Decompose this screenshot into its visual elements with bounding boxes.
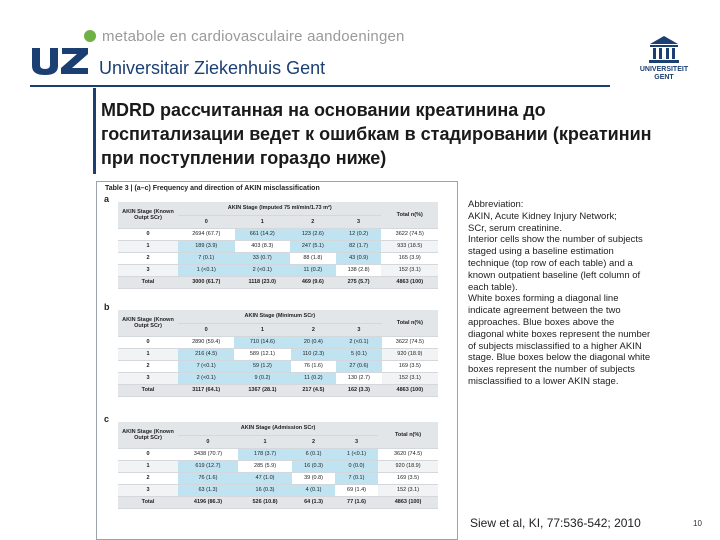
header-subtitle: metabole en cardiovasculaire aandoeningen — [102, 27, 405, 45]
misclassified-cell: 27 (0.6) — [336, 360, 382, 372]
agreement-cell: 403 (8.3) — [235, 240, 290, 252]
misclassified-cell: 2 (<0.1) — [178, 372, 234, 384]
misclassified-cell: 178 (3.7) — [238, 448, 292, 460]
table-row — [118, 372, 438, 384]
stage-row-header: 3 — [118, 484, 178, 496]
stage-col-header: 1 — [234, 323, 290, 336]
row-total-cell: 152 (3.1) — [381, 264, 438, 276]
misclassified-cell: 123 (2.6) — [290, 228, 336, 240]
grand-total-cell: 4863 (100) — [381, 276, 438, 288]
total-label: Total — [118, 384, 178, 396]
misclassified-cell: 2 (<0.1) — [336, 336, 382, 348]
row-total-cell: 152 (3.1) — [382, 372, 438, 384]
note-line: White boxes forming a diagonal line — [468, 293, 619, 305]
total-label: Total — [118, 276, 178, 288]
row-total-cell: 3620 (74.5) — [378, 448, 438, 460]
total-header: Total n(%) — [378, 422, 438, 448]
misclassified-cell: 11 (0.2) — [291, 372, 337, 384]
stage-row-header: 1 — [118, 240, 178, 252]
column-total-cell: 1367 (28.1) — [234, 384, 290, 396]
column-total-cell: 1118 (23.0) — [235, 276, 290, 288]
row-total-cell: 920 (18.9) — [378, 460, 438, 472]
misclassified-cell: 20 (0.4) — [291, 336, 337, 348]
agreement-cell: 138 (2.8) — [336, 264, 382, 276]
col-axis-header: AKIN Stage (Minimum SCr) — [178, 310, 382, 323]
misclassified-cell: 6 (0.1) — [292, 448, 335, 460]
total-header: Total n(%) — [381, 202, 438, 228]
panel-table — [118, 202, 438, 289]
table-row — [118, 472, 438, 484]
stage-col-header: 3 — [336, 215, 382, 228]
table-row — [118, 252, 438, 264]
agreement-cell: 39 (0.8) — [292, 472, 335, 484]
agreement-cell: 589 (12.1) — [234, 348, 290, 360]
note-line: each table). — [468, 281, 518, 293]
citation: Siew et al, KI, 77:536-542; 2010 — [470, 516, 641, 530]
table-row — [118, 360, 438, 372]
misclassified-cell: 59 (1.2) — [234, 360, 290, 372]
total-row — [118, 384, 438, 396]
stage-col-header: 3 — [336, 323, 382, 336]
table-row — [118, 264, 438, 276]
table-row — [118, 240, 438, 252]
note-line: AKIN, Acute Kidney Injury Network; — [468, 210, 617, 222]
stage-col-header: 1 — [238, 435, 292, 448]
table-row — [118, 460, 438, 472]
agreement-cell: 2694 (67.7) — [178, 228, 235, 240]
panel-letter: a — [104, 194, 110, 204]
misclassified-cell: 661 (14.2) — [235, 228, 290, 240]
panel-c — [100, 414, 457, 530]
stage-row-header: 1 — [118, 460, 178, 472]
misclassified-cell: 4 (0.1) — [292, 484, 335, 496]
stage-col-header: 3 — [335, 435, 378, 448]
misclassified-cell: 7 (0.1) — [178, 252, 235, 264]
stage-row-header: 2 — [118, 360, 178, 372]
column-total-cell: 3000 (61.7) — [178, 276, 235, 288]
misclassified-cell: 12 (0.2) — [336, 228, 382, 240]
row-axis-header: AKIN Stage (Known Outpt SCr) — [118, 202, 178, 228]
panel-a — [100, 194, 457, 302]
note-line: Abbreviation: — [468, 199, 524, 210]
note-line: of subjects misclassified to a higher AKIN — [468, 340, 642, 352]
figure-title: Table 3 | (a–c) Frequency and direction of AKIN misclassification — [105, 185, 320, 192]
stage-col-header: 0 — [178, 435, 238, 448]
misclassified-cell: 189 (3.9) — [178, 240, 235, 252]
table-row — [118, 448, 438, 460]
misclassified-cell: 7 (<0.1) — [178, 360, 234, 372]
misclassified-cell: 619 (12.7) — [178, 460, 238, 472]
panel-letter: c — [104, 414, 110, 424]
note-line: technique (top row of each table) and a — [468, 257, 633, 269]
row-total-cell: 3622 (74.5) — [382, 336, 438, 348]
column-total-cell: 64 (1.3) — [292, 496, 335, 508]
misclassified-cell: 5 (0.1) — [336, 348, 382, 360]
misclassified-cell: 11 (0.2) — [290, 264, 336, 276]
note-line: diagonal white boxes represent the number — [468, 328, 651, 340]
column-total-cell: 217 (4.5) — [291, 384, 337, 396]
table-row — [118, 228, 438, 240]
row-total-cell: 3622 (74.5) — [381, 228, 438, 240]
panel-table — [118, 422, 438, 509]
stage-col-header: 0 — [178, 323, 234, 336]
table-row — [118, 336, 438, 348]
note-line: known outpatient baseline (left column of — [468, 269, 641, 281]
column-total-cell: 4196 (86.3) — [178, 496, 238, 508]
misclassified-cell: 0 (0.0) — [335, 460, 378, 472]
total-row — [118, 276, 438, 288]
column-total-cell: 469 (9.6) — [290, 276, 336, 288]
slide-title: MDRD рассчитанная на основании креатинина до госпитализации ведет к ошибкам в стадировании (креатинин при поступлении гораздо ниже) — [101, 100, 652, 168]
ugent-logo — [636, 34, 692, 82]
stage-col-header: 1 — [235, 215, 290, 228]
misclassified-cell: 2 (<0.1) — [235, 264, 290, 276]
agreement-cell: 2890 (59.4) — [178, 336, 234, 348]
row-total-cell: 920 (18.9) — [382, 348, 438, 360]
note-line: SCr, serum creatinine. — [468, 222, 562, 234]
column-total-cell: 3117 (64.1) — [178, 384, 234, 396]
column-total-cell: 275 (5.7) — [336, 276, 382, 288]
table-figure — [96, 181, 458, 540]
stage-row-header: 3 — [118, 264, 178, 276]
row-total-cell: 152 (3.1) — [378, 484, 438, 496]
misclassified-cell: 1 (<0.1) — [335, 448, 378, 460]
column-total-cell: 526 (10.8) — [238, 496, 292, 508]
stage-col-header: 0 — [178, 215, 235, 228]
misclassified-cell: 33 (0.7) — [235, 252, 290, 264]
grand-total-cell: 4863 (100) — [378, 496, 438, 508]
figure-note — [468, 199, 716, 388]
misclassified-cell: 16 (0.3) — [292, 460, 335, 472]
column-total-cell: 77 (1.6) — [335, 496, 378, 508]
note-line: misclassified to a lower AKIN stage. — [468, 375, 619, 387]
stage-col-header: 2 — [292, 435, 335, 448]
note-line: indicate agreement between the two — [468, 305, 621, 317]
col-axis-header: AKIN Stage (Imputed 75 ml/min/1.73 m²) — [178, 202, 381, 215]
total-row — [118, 496, 438, 508]
agreement-cell: 3438 (70.7) — [178, 448, 238, 460]
institution-name: Universitair Ziekenhuis Gent — [99, 58, 326, 78]
note-line: stage. Blue boxes below the diagonal white — [468, 352, 651, 364]
table-row — [118, 484, 438, 496]
misclassified-cell: 43 (0.9) — [336, 252, 382, 264]
misclassified-cell: 247 (5.1) — [290, 240, 336, 252]
header-subtitle-row — [84, 27, 405, 45]
row-total-cell: 169 (3.5) — [382, 360, 438, 372]
note-line: Interior cells show the number of subjects — [468, 234, 643, 246]
stage-row-header: 0 — [118, 228, 178, 240]
misclassified-cell: 110 (2.3) — [291, 348, 337, 360]
row-total-cell: 169 (3.5) — [378, 472, 438, 484]
misclassified-cell: 216 (4.5) — [178, 348, 234, 360]
col-axis-header: AKIN Stage (Admission SCr) — [178, 422, 378, 435]
stage-row-header: 1 — [118, 348, 178, 360]
misclassified-cell: 76 (1.6) — [178, 472, 238, 484]
page-number: 10 — [693, 519, 702, 528]
university-name: UNIVERSITEIT GENT — [639, 66, 689, 81]
figure-panels — [97, 194, 457, 530]
total-header: Total n(%) — [382, 310, 438, 336]
misclassified-cell: 47 (1.0) — [238, 472, 292, 484]
title-accent-bar — [93, 88, 96, 174]
stage-row-header: 0 — [118, 336, 178, 348]
panel-letter: b — [104, 302, 110, 312]
grand-total-cell: 4863 (100) — [382, 384, 438, 396]
stage-row-header: 2 — [118, 472, 178, 484]
header-divider — [30, 85, 610, 87]
ugent-building-icon — [646, 34, 682, 64]
misclassified-cell: 16 (0.3) — [238, 484, 292, 496]
misclassified-cell: 82 (1.7) — [336, 240, 382, 252]
stage-col-header: 2 — [291, 323, 337, 336]
row-total-cell: 165 (3.9) — [381, 252, 438, 264]
agreement-cell: 69 (1.4) — [335, 484, 378, 496]
row-total-cell: 933 (18.5) — [381, 240, 438, 252]
misclassified-cell: 9 (0.2) — [234, 372, 290, 384]
misclassified-cell: 7 (0.1) — [335, 472, 378, 484]
agreement-cell: 130 (2.7) — [336, 372, 382, 384]
row-axis-header: AKIN Stage (Known Outpt SCr) — [118, 422, 178, 448]
table-row — [118, 348, 438, 360]
misclassified-cell: 1 (<0.1) — [178, 264, 235, 276]
note-line: boxes represent the number of subjects — [468, 364, 635, 376]
green-bullet-icon — [84, 30, 96, 42]
misclassified-cell: 63 (1.3) — [178, 484, 238, 496]
panel-table — [118, 310, 438, 397]
note-line: approaches. Blue boxes above the — [468, 316, 615, 328]
total-label: Total — [118, 496, 178, 508]
stage-row-header: 2 — [118, 252, 178, 264]
stage-col-header: 2 — [290, 215, 336, 228]
stage-row-header: 0 — [118, 448, 178, 460]
stage-row-header: 3 — [118, 372, 178, 384]
uz-logo — [30, 46, 90, 76]
agreement-cell: 88 (1.8) — [290, 252, 336, 264]
note-line: staged using a baseline estimation — [468, 246, 614, 258]
agreement-cell: 76 (1.6) — [291, 360, 337, 372]
column-total-cell: 162 (3.3) — [336, 384, 382, 396]
row-axis-header: AKIN Stage (Known Outpt SCr) — [118, 310, 178, 336]
agreement-cell: 285 (5.9) — [238, 460, 292, 472]
misclassified-cell: 710 (14.6) — [234, 336, 290, 348]
panel-b — [100, 302, 457, 414]
